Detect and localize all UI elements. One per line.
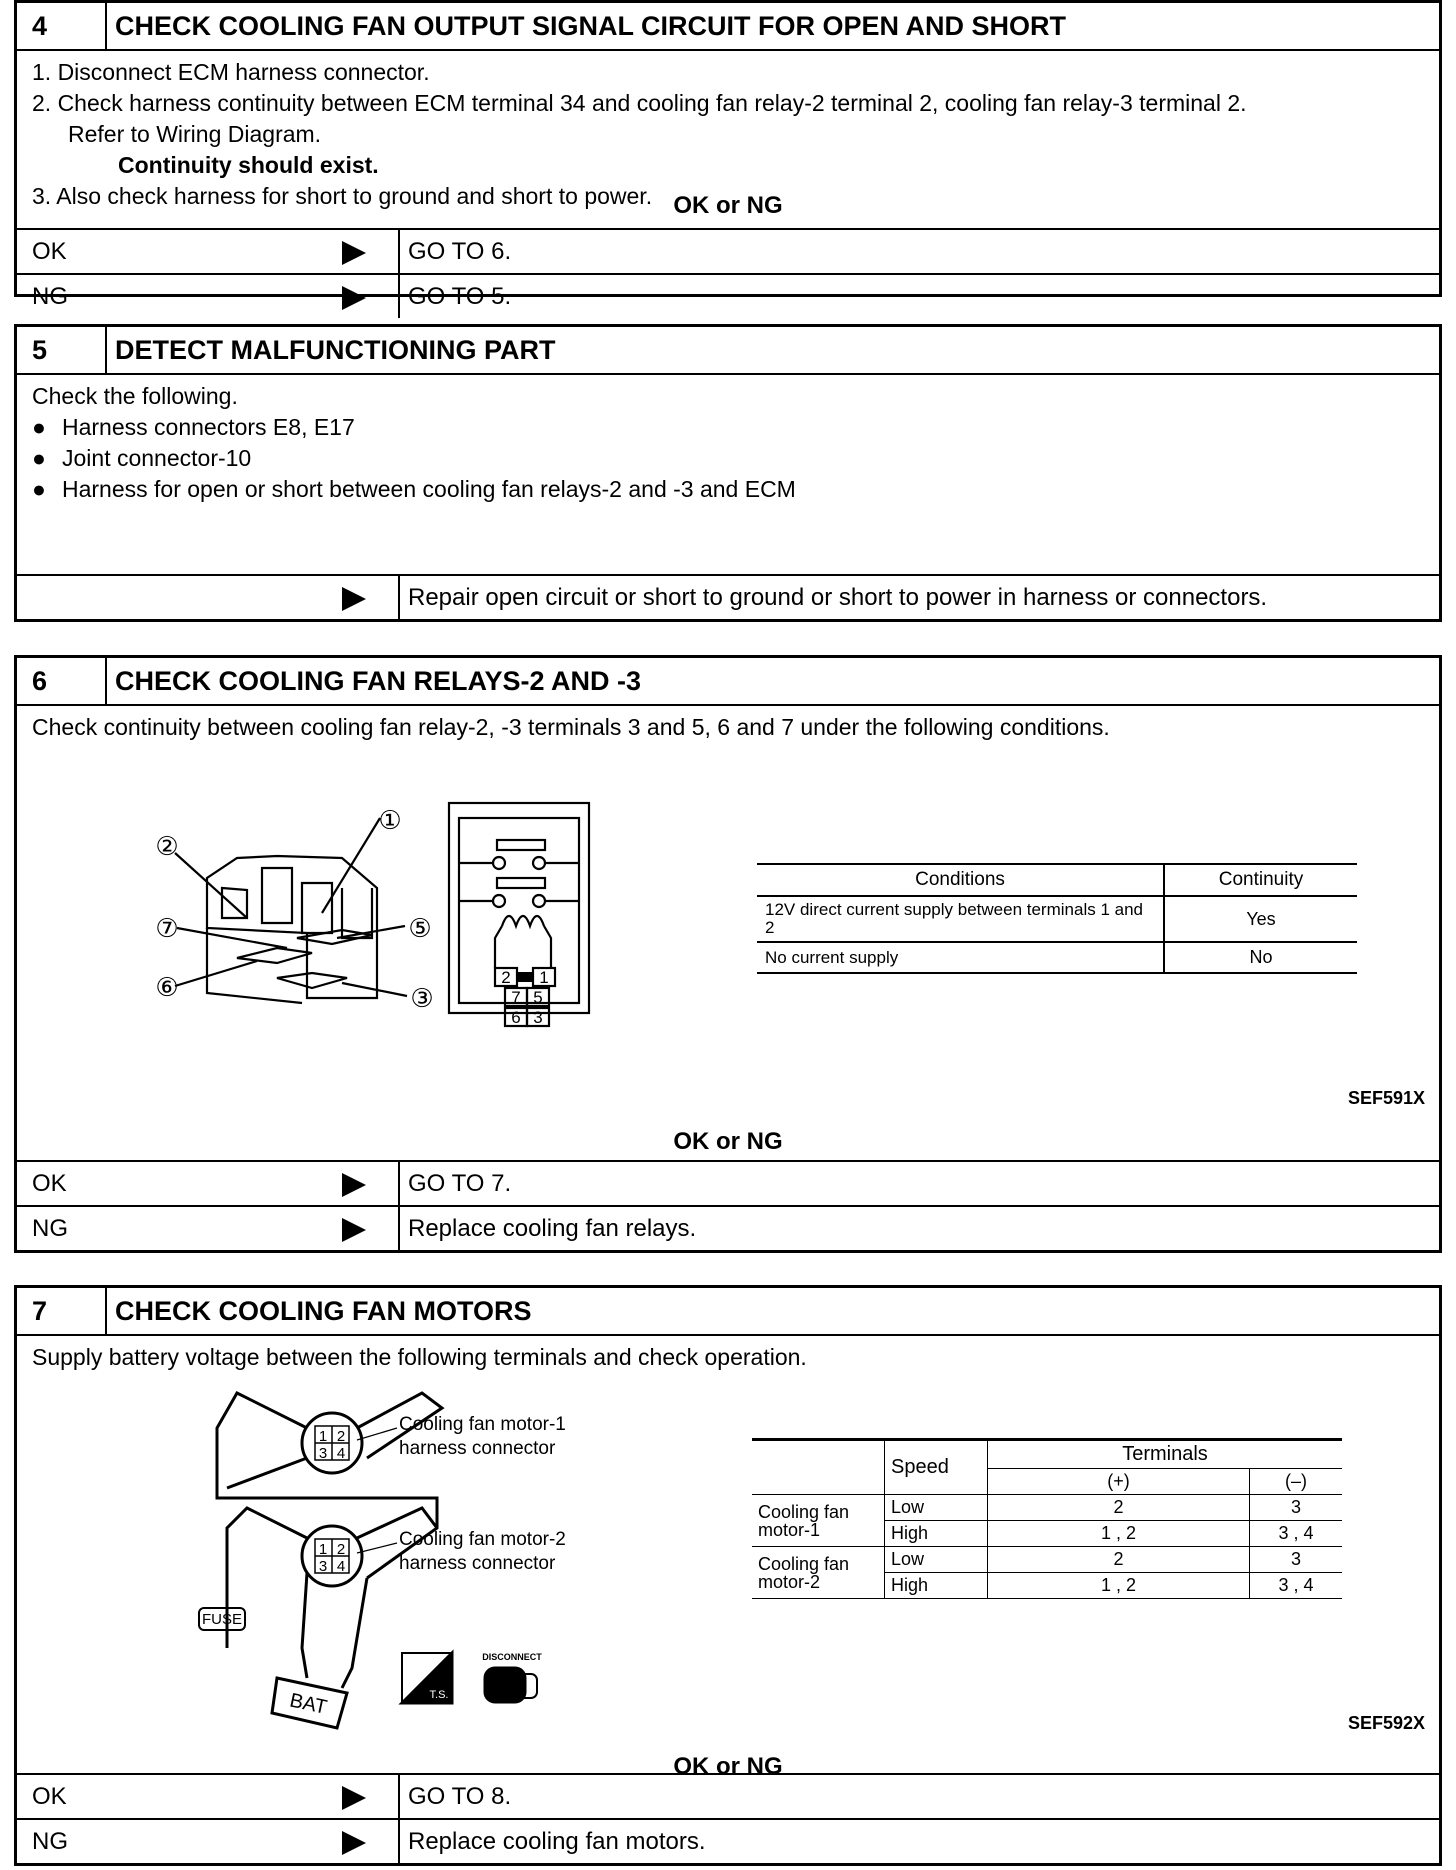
table-cell: 3 , 4	[1250, 1521, 1343, 1547]
result-row-ng	[17, 273, 1439, 318]
step-header	[17, 3, 1439, 51]
result-label: OK	[32, 238, 67, 265]
connector-pin: 1	[318, 1541, 328, 1558]
connector-pin: 3	[318, 1558, 328, 1575]
table-cell: 2	[988, 1495, 1250, 1521]
callout-1: ①	[378, 806, 402, 836]
connector-pin: 4	[336, 1558, 346, 1575]
table-header: Speed	[885, 1440, 988, 1495]
instruction-line: Supply battery voltage between the following terminals and check operation.	[32, 1344, 807, 1370]
table-cell: Low	[885, 1547, 988, 1573]
step-number: 7	[17, 1288, 107, 1334]
connector-pin: 2	[336, 1428, 346, 1445]
instruction-line: 3. Also check harness for short to ground and short to power.	[32, 183, 653, 209]
step-number: 6	[17, 658, 107, 704]
arrow-icon	[342, 1218, 366, 1242]
step-instructions	[17, 375, 1439, 581]
bullet-icon: ●	[32, 476, 46, 502]
result-row-ng	[17, 1205, 1439, 1250]
table-cell: 12V direct current supply between terminals 1 and 2	[757, 896, 1164, 942]
result-action: Replace cooling fan motors.	[408, 1828, 706, 1855]
bullet-item: ● Harness connectors E8, E17	[32, 412, 1439, 443]
step-7	[14, 1285, 1442, 1866]
ok-or-ng-label: OK or NG	[673, 1128, 783, 1155]
instruction-line: 1. Disconnect ECM harness connector.	[32, 59, 430, 85]
step-number: 5	[17, 327, 107, 373]
relay-pin: 6	[511, 1008, 521, 1027]
motor1-connector-label: Cooling fan motor-1 harness connector	[399, 1414, 566, 1459]
relay-pin: 3	[533, 1008, 543, 1027]
callout-2: ②	[155, 832, 179, 862]
table-cell: 3	[1250, 1547, 1343, 1573]
table-cell: 3	[1250, 1495, 1343, 1521]
table-cell: 1 , 2	[988, 1573, 1250, 1599]
figure-reference: SEF592X	[1347, 1713, 1425, 1733]
step-title: CHECK COOLING FAN RELAYS-2 AND -3	[115, 666, 642, 696]
arrow-icon	[342, 1173, 366, 1197]
result-label: OK	[32, 1170, 67, 1197]
arrow-icon	[342, 1786, 366, 1810]
ts-icon: T.S.	[429, 1689, 449, 1701]
callout-5: ⑤	[408, 914, 432, 944]
table-cell: 3 , 4	[1250, 1573, 1343, 1599]
result-action: GO TO 8.	[408, 1783, 512, 1810]
arrow-icon	[342, 1831, 366, 1855]
bullet-item: ● Joint connector-10	[32, 443, 1439, 474]
fuse-label: FUSE	[201, 1611, 243, 1628]
motor2-connector-label: Cooling fan motor-2 harness connector	[399, 1529, 566, 1574]
table-header: Continuity	[1164, 864, 1357, 896]
result-action: GO TO 7.	[408, 1170, 512, 1197]
arrow-icon	[342, 286, 366, 310]
table-cell: High	[885, 1573, 988, 1599]
step-5	[14, 324, 1442, 622]
step-instructions	[17, 1336, 1439, 1373]
relay-illustration	[127, 798, 667, 1078]
arrow-icon	[342, 241, 366, 265]
result-row-ok	[17, 1773, 1439, 1818]
step-title: CHECK COOLING FAN OUTPUT SIGNAL CIRCUIT FOR OPEN AND SHORT	[115, 11, 1067, 41]
table-header: (+)	[988, 1469, 1250, 1495]
table-header: (–)	[1250, 1469, 1343, 1495]
step-title: DETECT MALFUNCTIONING PART	[115, 335, 556, 365]
result-label: NG	[32, 283, 68, 310]
step-6	[14, 655, 1442, 1253]
instruction-line: Refer to Wiring Diagram.	[68, 121, 322, 147]
table-cell: Cooling fan motor-1	[752, 1495, 885, 1547]
battery-label: BAT	[287, 1689, 329, 1719]
ok-or-ng-label: OK or NG	[673, 1753, 783, 1780]
result-row-ok	[17, 228, 1439, 273]
result-row-ng	[17, 1818, 1439, 1863]
relay-pin: 7	[511, 988, 521, 1007]
table-header: Terminals	[988, 1440, 1343, 1469]
step-number: 4	[17, 3, 107, 49]
step-instructions	[17, 706, 1439, 743]
step-4	[14, 0, 1442, 310]
instruction-line: 2. Check harness continuity between ECM terminal 34 and cooling fan relay-2 terminal 2, cooling fan relay-3 terminal 2.	[32, 90, 1247, 116]
table-cell: No	[1164, 942, 1357, 973]
relay-conditions-table	[757, 863, 1357, 974]
figure-reference: SEF591X	[1347, 1088, 1425, 1108]
result-label: NG	[32, 1215, 68, 1242]
step-header	[17, 1288, 1439, 1336]
table-cell: High	[885, 1521, 988, 1547]
result-row-ok	[17, 1160, 1439, 1205]
result-label: OK	[32, 1783, 67, 1810]
result-action: Replace cooling fan relays.	[408, 1215, 697, 1242]
fan-motor-terminals-table	[752, 1438, 1342, 1599]
ok-or-ng-label: OK or NG	[673, 192, 783, 219]
connector-pin: 3	[318, 1445, 328, 1462]
table-cell: Yes	[1164, 896, 1357, 942]
step-header	[17, 327, 1439, 375]
disconnect-icon: DISCONNECT	[482, 1652, 542, 1662]
callout-7: ⑦	[155, 914, 179, 944]
instruction-line: Check the following.	[32, 383, 238, 409]
bullet-item: ● Harness for open or short between cooling fan relays-2 and -3 and ECM	[32, 474, 1439, 505]
connector-pin: 4	[336, 1445, 346, 1462]
step-header	[17, 658, 1439, 706]
table-header: Conditions	[757, 864, 1164, 896]
table-cell: No current supply	[757, 942, 1164, 973]
table-cell: Low	[885, 1495, 988, 1521]
result-action: GO TO 5.	[408, 283, 512, 310]
bullet-icon: ●	[32, 445, 46, 471]
callout-3: ③	[410, 984, 434, 1014]
relay-pin: 5	[533, 988, 543, 1007]
step-title: CHECK COOLING FAN MOTORS	[115, 1296, 532, 1326]
result-action: Repair open circuit or short to ground or short to power in harness or connectors.	[408, 584, 1268, 611]
arrow-icon	[342, 587, 366, 611]
relay-pin: 2	[501, 968, 511, 987]
result-row	[17, 574, 1439, 619]
callout-6: ⑥	[155, 973, 179, 1003]
table-cell: 2	[988, 1547, 1250, 1573]
table-cell: 1 , 2	[988, 1521, 1250, 1547]
result-action: GO TO 6.	[408, 238, 512, 265]
table-cell: Cooling fan motor-2	[752, 1547, 885, 1599]
connector-pin: 1	[318, 1428, 328, 1445]
instruction-line: Check continuity between cooling fan relay-2, -3 terminals 3 and 5, 6 and 7 under the following conditions.	[32, 714, 1110, 740]
relay-pin: 1	[539, 968, 549, 987]
instruction-note: Continuity should exist.	[118, 152, 379, 178]
result-label: NG	[32, 1828, 68, 1855]
bullet-icon: ●	[32, 414, 46, 440]
connector-pin: 2	[336, 1541, 346, 1558]
